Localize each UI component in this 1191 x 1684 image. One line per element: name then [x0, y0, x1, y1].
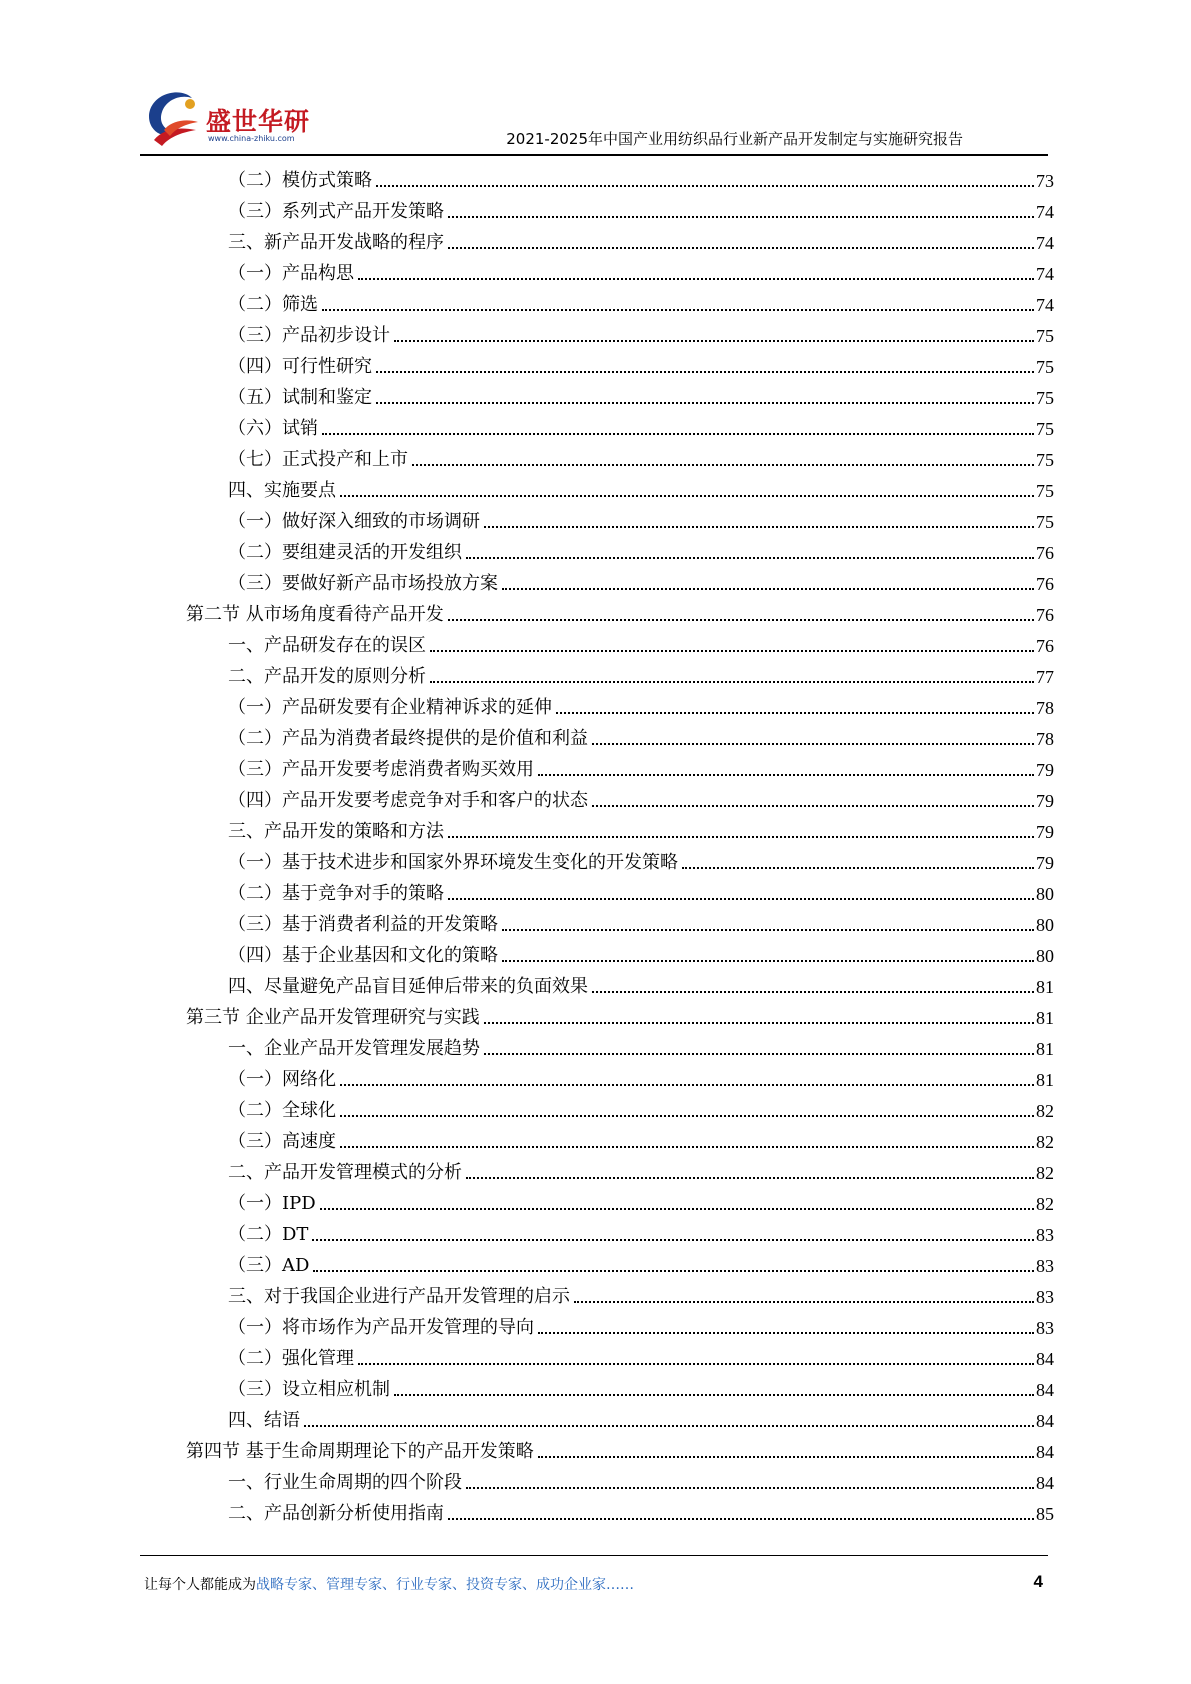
- toc-entry[interactable]: [228, 875, 1054, 906]
- toc-entry-label: （二）全球化: [228, 1100, 336, 1121]
- toc-entry[interactable]: [228, 658, 1054, 689]
- toc-entry-label: （一）IPD: [228, 1193, 316, 1214]
- toc-entry[interactable]: [228, 720, 1054, 751]
- toc-entry[interactable]: [228, 1061, 1054, 1092]
- toc-dot-leader: [448, 619, 1034, 621]
- toc-dot-leader: [574, 1301, 1034, 1303]
- toc-page-number: 80: [1036, 915, 1054, 935]
- toc-entry-label: 一、行业生命周期的四个阶段: [228, 1472, 462, 1493]
- toc-entry[interactable]: [228, 441, 1054, 472]
- toc-entry[interactable]: [186, 999, 1054, 1030]
- toc-dot-leader: [502, 960, 1034, 962]
- toc-page-number: 73: [1036, 171, 1054, 191]
- toc-page-number: 82: [1036, 1163, 1054, 1183]
- toc-entry[interactable]: [228, 937, 1054, 968]
- toc-entry-label: （四）产品开发要考虑竞争对手和客户的状态: [228, 790, 588, 811]
- toc-page-number: 76: [1036, 543, 1054, 563]
- toc-entry-label: 第三节 企业产品开发管理研究与实践: [186, 1007, 480, 1028]
- header-divider: [140, 154, 1048, 156]
- toc-dot-leader: [502, 588, 1034, 590]
- toc-entry-label: 第四节 基于生命周期理论下的产品开发策略: [186, 1441, 534, 1462]
- toc-entry-label: （一）网络化: [228, 1069, 336, 1090]
- footer-slogan-highlight: 战略专家、管理专家、行业专家、投资专家、成功企业家……: [256, 1577, 634, 1593]
- toc-page-number: 82: [1036, 1194, 1054, 1214]
- logo-url: www.china-zhiku.com: [208, 134, 295, 143]
- toc-page-number: 82: [1036, 1101, 1054, 1121]
- toc-entry-label: （一）将市场作为产品开发管理的导向: [228, 1317, 534, 1338]
- toc-entry[interactable]: [228, 255, 1054, 286]
- toc-page-number: 84: [1036, 1411, 1054, 1431]
- toc-dot-leader: [394, 1394, 1034, 1396]
- toc-dot-leader: [320, 1208, 1034, 1210]
- toc-page-number: 75: [1036, 450, 1054, 470]
- toc-entry-label: （二）产品为消费者最终提供的是价值和利益: [228, 728, 588, 749]
- toc-page-number: 81: [1036, 1039, 1054, 1059]
- toc-dot-leader: [538, 1456, 1034, 1458]
- toc-dot-leader: [484, 526, 1034, 528]
- toc-entry[interactable]: [228, 286, 1054, 317]
- toc-page-number: 75: [1036, 512, 1054, 532]
- toc-entry[interactable]: [228, 1309, 1054, 1340]
- toc-entry[interactable]: [228, 1092, 1054, 1123]
- toc-entry[interactable]: [228, 162, 1054, 193]
- toc-page-number: 79: [1036, 791, 1054, 811]
- toc-entry[interactable]: [228, 534, 1054, 565]
- toc-entry[interactable]: [228, 224, 1054, 255]
- toc-entry-label: 三、产品开发的策略和方法: [228, 821, 444, 842]
- toc-page-number: 83: [1036, 1287, 1054, 1307]
- toc-entry[interactable]: [228, 1154, 1054, 1185]
- toc-entry[interactable]: [228, 1371, 1054, 1402]
- toc-dot-leader: [592, 805, 1034, 807]
- toc-dot-leader: [376, 185, 1034, 187]
- toc-entry-label: （四）基于企业基因和文化的策略: [228, 945, 498, 966]
- toc-entry[interactable]: [228, 844, 1054, 875]
- toc-entry[interactable]: [228, 968, 1054, 999]
- toc-entry[interactable]: [228, 1340, 1054, 1371]
- toc-entry-label: （二）要组建灵活的开发组织: [228, 542, 462, 563]
- toc-entry[interactable]: [228, 751, 1054, 782]
- toc-dot-leader: [556, 712, 1034, 714]
- toc-page-number: 79: [1036, 822, 1054, 842]
- toc-entry-label: （二）基于竞争对手的策略: [228, 883, 444, 904]
- toc-page-number: 79: [1036, 760, 1054, 780]
- toc-dot-leader: [538, 1332, 1034, 1334]
- toc-entry-label: 四、实施要点: [228, 480, 336, 501]
- toc-dot-leader: [340, 1084, 1034, 1086]
- toc-entry-label: 二、产品开发的原则分析: [228, 666, 426, 687]
- toc-entry[interactable]: [228, 627, 1054, 658]
- toc-dot-leader: [448, 1518, 1034, 1520]
- company-logo: [140, 84, 330, 152]
- toc-page-number: 75: [1036, 419, 1054, 439]
- page-number: 4: [1033, 1572, 1043, 1591]
- toc-page-number: 75: [1036, 326, 1054, 346]
- page-header: [0, 0, 1191, 160]
- toc-dot-leader: [322, 433, 1034, 435]
- toc-page-number: 76: [1036, 636, 1054, 656]
- toc-entry[interactable]: [228, 1216, 1054, 1247]
- toc-dot-leader: [502, 929, 1034, 931]
- toc-dot-leader: [448, 216, 1034, 218]
- toc-page-number: 83: [1036, 1256, 1054, 1276]
- toc-page-number: 79: [1036, 853, 1054, 873]
- toc-entry-label: （七）正式投产和上市: [228, 449, 408, 470]
- toc-dot-leader: [376, 371, 1034, 373]
- toc-page-number: 81: [1036, 977, 1054, 997]
- toc-page-number: 78: [1036, 698, 1054, 718]
- toc-page-number: 84: [1036, 1442, 1054, 1462]
- toc-entry[interactable]: [228, 1402, 1054, 1433]
- toc-dot-leader: [358, 278, 1034, 280]
- toc-entry[interactable]: [228, 193, 1054, 224]
- toc-entry-label: （三）AD: [228, 1255, 310, 1276]
- toc-entry[interactable]: [228, 410, 1054, 441]
- toc-entry[interactable]: [228, 906, 1054, 937]
- toc-entry-label: （五）试制和鉴定: [228, 387, 372, 408]
- toc-dot-leader: [466, 1487, 1034, 1489]
- toc-page-number: 82: [1036, 1132, 1054, 1152]
- logo-swoosh-icon: [140, 84, 208, 152]
- toc-dot-leader: [538, 774, 1034, 776]
- toc-page-number: 74: [1036, 233, 1054, 253]
- toc-dot-leader: [376, 402, 1034, 404]
- toc-dot-leader: [340, 1115, 1034, 1117]
- toc-dot-leader: [412, 464, 1034, 466]
- footer-divider: [140, 1555, 1048, 1556]
- toc-entry[interactable]: [228, 565, 1054, 596]
- toc-entry-label: （四）可行性研究: [228, 356, 372, 377]
- toc-entry-label: （三）产品初步设计: [228, 325, 390, 346]
- toc-entry-label: 一、产品研发存在的误区: [228, 635, 426, 656]
- toc-entry-label: （一）产品构思: [228, 263, 354, 284]
- toc-page-number: 81: [1036, 1070, 1054, 1090]
- toc-page-number: 85: [1036, 1504, 1054, 1524]
- toc-entry[interactable]: [228, 503, 1054, 534]
- toc-entry[interactable]: [228, 689, 1054, 720]
- toc-entry-label: （二）DT: [228, 1224, 309, 1245]
- toc-entry-label: 三、对于我国企业进行产品开发管理的启示: [228, 1286, 570, 1307]
- toc-page-number: 78: [1036, 729, 1054, 749]
- toc-entry[interactable]: [228, 472, 1054, 503]
- toc-dot-leader: [484, 1022, 1034, 1024]
- toc-dot-leader: [358, 1363, 1034, 1365]
- toc-entry-label: （一）产品研发要有企业精神诉求的延伸: [228, 697, 552, 718]
- toc-dot-leader: [340, 1146, 1034, 1148]
- toc-entry[interactable]: [228, 1247, 1054, 1278]
- toc-entry[interactable]: [228, 1464, 1054, 1495]
- toc-entry-label: 一、企业产品开发管理发展趋势: [228, 1038, 480, 1059]
- toc-entry-label: （二）模仿式策略: [228, 170, 372, 191]
- toc-entry-label: （三）高速度: [228, 1131, 336, 1152]
- toc-entry[interactable]: [228, 782, 1054, 813]
- toc-entry[interactable]: [186, 596, 1054, 627]
- toc-dot-leader: [304, 1425, 1034, 1427]
- toc-entry-label: （三）产品开发要考虑消费者购买效用: [228, 759, 534, 780]
- toc-page-number: 83: [1036, 1318, 1054, 1338]
- toc-page-number: 84: [1036, 1349, 1054, 1369]
- toc-entry-label: 四、结语: [228, 1410, 300, 1431]
- toc-entry-label: （一）做好深入细致的市场调研: [228, 511, 480, 532]
- toc-dot-leader: [592, 743, 1034, 745]
- toc-entry[interactable]: [228, 1185, 1054, 1216]
- footer-slogan: [144, 1574, 634, 1594]
- toc-entry[interactable]: [186, 1433, 1054, 1464]
- toc-entry[interactable]: [228, 1123, 1054, 1154]
- toc-entry-label: （三）系列式产品开发策略: [228, 201, 444, 222]
- toc-page-number: 76: [1036, 574, 1054, 594]
- toc-page-number: 80: [1036, 946, 1054, 966]
- toc-page-number: 76: [1036, 605, 1054, 625]
- toc-dot-leader: [448, 898, 1034, 900]
- toc-entry[interactable]: [228, 1278, 1054, 1309]
- toc-entry-label: （三）设立相应机制: [228, 1379, 390, 1400]
- toc-entry-label: 四、尽量避免产品盲目延伸后带来的负面效果: [228, 976, 588, 997]
- toc-entry[interactable]: [228, 348, 1054, 379]
- toc-entry[interactable]: [228, 379, 1054, 410]
- toc-entry-label: （二）强化管理: [228, 1348, 354, 1369]
- toc-page-number: 74: [1036, 202, 1054, 222]
- toc-page-number: 74: [1036, 295, 1054, 315]
- toc-dot-leader: [312, 1239, 1034, 1241]
- footer-slogan-prefix: 让每个人都能成为: [144, 1577, 256, 1593]
- logo-name: 盛世华研: [206, 107, 311, 136]
- toc-page-number: 84: [1036, 1473, 1054, 1493]
- toc-page-number: 75: [1036, 388, 1054, 408]
- toc-entry-label: 三、新产品开发战略的程序: [228, 232, 444, 253]
- toc-page-number: 84: [1036, 1380, 1054, 1400]
- toc-dot-leader: [682, 867, 1034, 869]
- toc-page-number: 81: [1036, 1008, 1054, 1028]
- toc-entry[interactable]: [228, 813, 1054, 844]
- toc-dot-leader: [466, 557, 1034, 559]
- toc-entry-label: 二、产品创新分析使用指南: [228, 1503, 444, 1524]
- toc-dot-leader: [448, 836, 1034, 838]
- toc-dot-leader: [592, 991, 1034, 993]
- toc-page-number: 75: [1036, 357, 1054, 377]
- toc-entry-label: （三）要做好新产品市场投放方案: [228, 573, 498, 594]
- toc-entry-label: 第二节 从市场角度看待产品开发: [186, 604, 444, 625]
- toc-page-number: 74: [1036, 264, 1054, 284]
- toc-page-number: 75: [1036, 481, 1054, 501]
- toc-dot-leader: [484, 1053, 1034, 1055]
- toc-entry-label: （一）基于技术进步和国家外界环境发生变化的开发策略: [228, 852, 678, 873]
- report-title: 2021-2025年中国产业用纺织品行业新产品开发制定与实施研究报告: [506, 130, 963, 148]
- toc-page-number: 83: [1036, 1225, 1054, 1245]
- toc-dot-leader: [313, 1270, 1034, 1272]
- toc-entry-label: （三）基于消费者利益的开发策略: [228, 914, 498, 935]
- toc-entry[interactable]: [228, 317, 1054, 348]
- toc-dot-leader: [322, 309, 1034, 311]
- toc-entry[interactable]: [228, 1030, 1054, 1061]
- toc-dot-leader: [466, 1177, 1034, 1179]
- toc-page-number: 77: [1036, 667, 1054, 687]
- toc-dot-leader: [340, 495, 1034, 497]
- toc-dot-leader: [430, 650, 1034, 652]
- toc-dot-leader: [430, 681, 1034, 683]
- toc-dot-leader: [394, 340, 1034, 342]
- toc-dot-leader: [448, 247, 1034, 249]
- toc-entry-label: （二）筛选: [228, 294, 318, 315]
- toc-entry-label: 二、产品开发管理模式的分析: [228, 1162, 462, 1183]
- toc-page-number: 80: [1036, 884, 1054, 904]
- toc-entry[interactable]: [228, 1495, 1054, 1526]
- toc-entry-label: （六）试销: [228, 418, 318, 439]
